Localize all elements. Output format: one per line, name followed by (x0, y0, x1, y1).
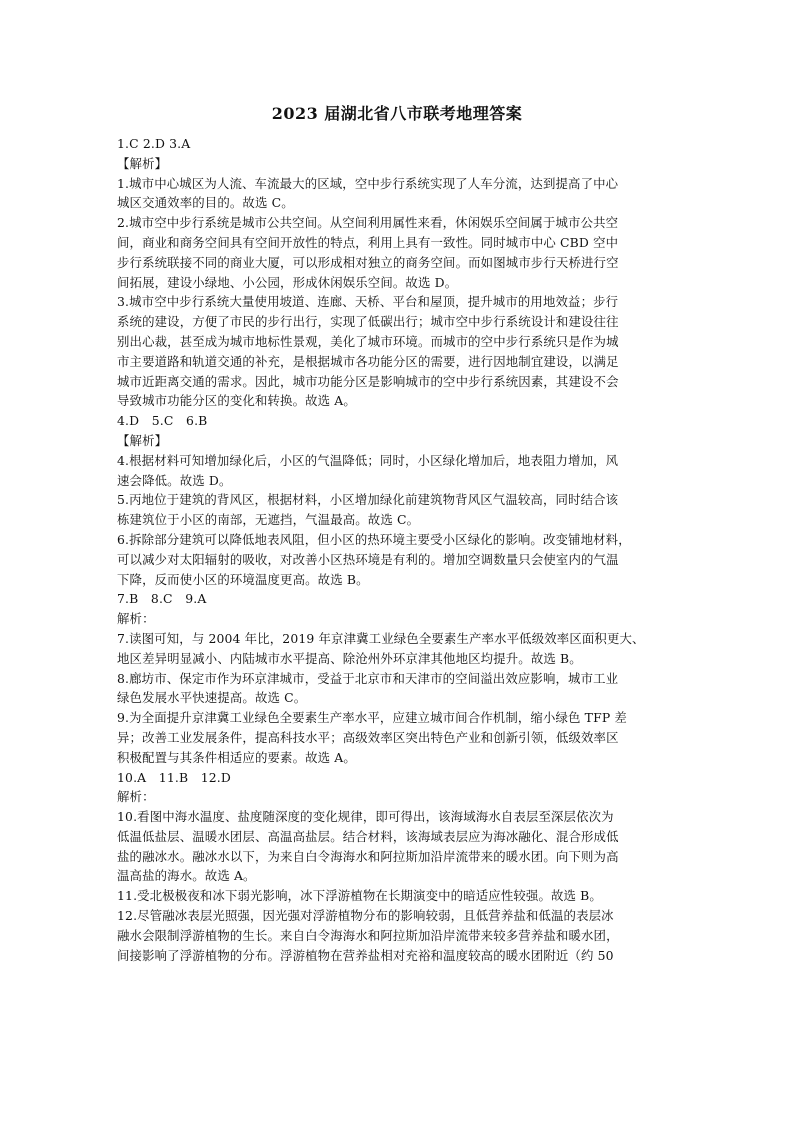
text-line: 下降，反而使小区的环境温度更高。故选 B。 (117, 571, 369, 587)
document-body (117, 134, 677, 965)
text-line: 可以减少对太阳辐射的吸收，对改善小区热环境是有利的。增加空调数量只会使室内的气温 (117, 551, 619, 567)
text-line: 城区交通效率的目的。故选 C。 (117, 195, 294, 211)
text-line: 间接影响了浮游植物的分布。浮游植物在营养盐相对充裕和温度较高的暖水团附近（约 50 (117, 947, 614, 963)
text-line: 别出心裁，甚至成为城市地标性景观，美化了城市环境。而城市的空中步行系统只是作为城 (117, 333, 619, 349)
text-line: 步行系统联接不同的商业大厦，可以形成相对独立的商务空间。而如图城市步行天桥进行空 (117, 254, 619, 270)
text-line: 盐的融冰水。融冰水以下，为来自白令海海水和阿拉斯加沿岸流带来的暖水团。向下则为高 (117, 848, 619, 864)
text-line: 【解析】 (117, 432, 168, 448)
text-line: 地区差异明显减小、内陆城市水平提高、除沧州外环京津其他地区均提升。故选 B。 (117, 650, 582, 666)
text-line: 6.拆除部分建筑可以降低地表风阻，但小区的热环境主要受小区绿化的影响。改变铺地材料， (117, 531, 631, 547)
text-line: 10.A 11.B 12.D (117, 769, 231, 785)
text-line: 12.尽管融冰表层光照强，因光强对浮游植物分布的影响较弱，且低营养盐和低温的表层冰 (117, 908, 614, 924)
text-line: 2.城市空中步行系统是城市公共空间。从空间利用属性来看，休闲娱乐空间属于城市公共空 (117, 215, 619, 231)
text-line: 9.为全面提升京津冀工业绿色全要素生产率水平，应建立城市间合作机制，缩小绿色 TFP 差 (117, 710, 627, 726)
text-line: 城市近距离交通的需求。因此，城市功能分区是影响城市的空中步行系统因素，其建设不会 (117, 373, 619, 389)
text-line: 1.城市中心城区为人流、车流最大的区域，空中步行系统实现了人车分流，达到提高了中心 (117, 175, 619, 191)
text-line: 温高盐的海水。故选 A。 (117, 868, 256, 884)
text-line: 栋建筑位于小区的南部，无遮挡，气温最高。故选 C。 (117, 512, 420, 528)
text-line: 8.廊坊市、保定市作为环京津城市，受益于北京市和天津市的空间溢出效应影响，城市工业 (117, 670, 619, 686)
text-line: 1.C 2.D 3.A (117, 136, 191, 151)
text-line: 异；改善工业发展条件，提高科技水平；高级效率区突出特色产业和创新引领，低级效率区 (117, 729, 619, 745)
text-line: 低温低盐层、温暖水团层、高温高盐层。结合材料，该海域表层应为海冰融化、混合形成低 (117, 828, 619, 844)
text-line: 10.看图中海水温度、盐度随深度的变化规律，即可得出，该海域海水自表层至深层依次为 (117, 809, 614, 825)
document-page (117, 103, 677, 965)
text-line: 市主要道路和轨道交通的补充，是根据城市各功能分区的需要，进行因地制宜建设，以满足 (117, 353, 619, 369)
text-line: 7.读图可知，与 2004 年比，2019 年京津冀工业绿色全要素生产率水平低级效率区面积更大、 (117, 630, 645, 646)
text-line: 绿色发展水平快速提高。故选 C。 (117, 690, 307, 706)
text-line: 速会降低。故选 D。 (117, 472, 232, 488)
text-line: 间，商业和商务空间具有空间开放性的特点，利用上具有一致性。同时城市中心 CBD 空中 (117, 234, 619, 250)
text-line: 解析： (117, 789, 155, 805)
text-line: 融水会限制浮游植物的生长。来自白令海海水和阿拉斯加沿岸流带来较多营养盐和暖水团， (117, 927, 619, 943)
text-line: 4.D 5.C 6.B (117, 413, 208, 429)
text-line: 4.根据材料可知增加绿化后，小区的气温降低；同时，小区绿化增加后，地表阻力增加，风 (117, 452, 619, 468)
text-line: 间拓展，建设小绿地、小公园，形成休闲娱乐空间。故选 D。 (117, 274, 458, 290)
text-line: 11.受北极极夜和冰下弱光影响，冰下浮游植物在长期演变中的暗适应性较强。故选 B。 (117, 888, 602, 904)
text-line: 5.丙地位于建筑的背风区，根据材料，小区增加绿化前建筑物背风区气温较高，同时结合该 (117, 492, 619, 508)
document-title: 2023 届湖北省八市联考地理答案 (271, 104, 523, 123)
text-line: 导致城市功能分区的变化和转换。故选 A。 (117, 393, 356, 409)
text-line: 解析： (117, 611, 155, 627)
text-line: 3.城市空中步行系统大量使用坡道、连廊、天桥、平台和屋顶，提升城市的用地效益；步行 (117, 294, 619, 310)
text-line: 积极配置与其条件相适应的要素。故选 A。 (117, 749, 356, 765)
text-line: 7.B 8.C 9.A (117, 591, 207, 607)
text-line: 【解析】 (117, 155, 168, 171)
text-line: 系统的建设，方便了市民的步行出行，实现了低碳出行；城市空中步行系统设计和建设往往 (117, 314, 619, 330)
